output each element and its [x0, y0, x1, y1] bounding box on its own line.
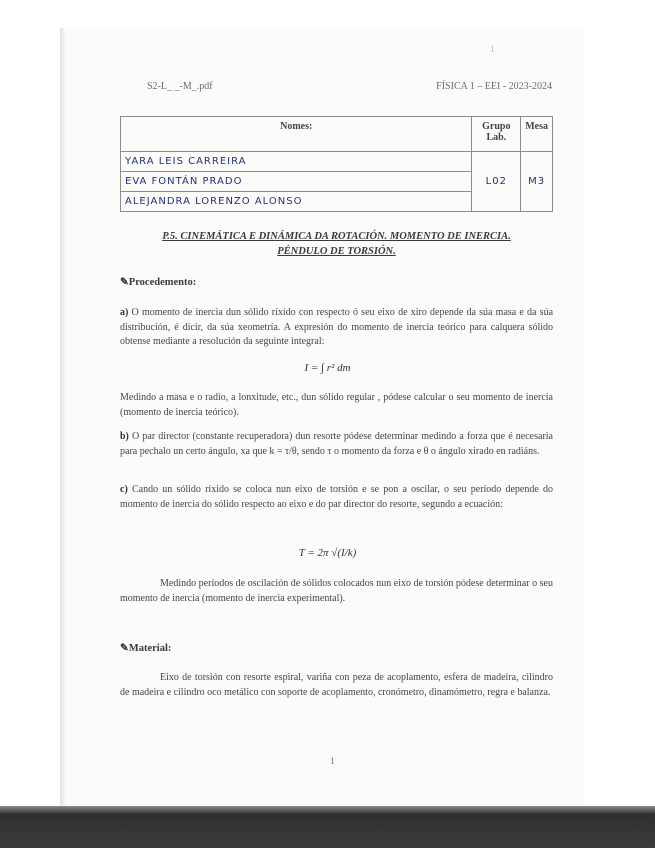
label-a: a) — [120, 307, 129, 318]
names-table — [120, 116, 553, 212]
material-text: Eixo de torsión con resorte espiral, variña con peza de acoplamento, esfera de madeira, cilindro de madeira e cilindro oco metálico con soporte de acoplamento, cronómetro, dinamómetro, regra e balanza. — [120, 672, 553, 698]
scan-bottom-edge — [0, 806, 655, 848]
practice-title — [120, 229, 553, 259]
page-number: 1 — [330, 756, 335, 766]
scan-shadow — [60, 28, 66, 820]
student-name-1: YARA LEIS CARREIRA — [121, 152, 472, 172]
column-grupo: Grupo Lab. — [472, 117, 521, 152]
student-name-3: ALEJANDRA LORENZO ALONSO — [121, 192, 472, 212]
text-a: O momento de inercia dun sólido ríxido con respecto ó seu eixo de xiro depende da súa masa e da súa distribución, é dicir, da súa xeometría. A expresión do momento de inercia teórico para calquera sólido obtense mediante a resolución da seguinte integral: — [120, 307, 554, 347]
material-heading: ✎Material: — [120, 643, 172, 654]
paragraph-c-after: Medindo períodos de oscilación de sólidos colocados nun eixo de torsión pódese determinar o seu momento de inercia (momento de inercia experimental). — [120, 578, 553, 604]
paragraph-a-after: Medindo a masa e o radio, a lonxitude, etc., dun sólido regular , pódese calcular o seu momento de inercia (momento de inercia teórico). — [120, 392, 553, 418]
label-b: b) — [120, 431, 129, 442]
mesa-value: M3 — [521, 152, 553, 212]
grupo-value: L02 — [472, 152, 521, 212]
header-course: FÍSICA 1 – EEI - 2023-2024 — [436, 81, 552, 92]
formula-period: T = 2π √(I/k) — [298, 547, 357, 559]
paragraph-c — [120, 483, 553, 512]
title-line-1: P.5. CINEMÁTICA E DINÁMICA DA ROTACIÓN. MOMENTO DE INERCIA. — [162, 231, 511, 242]
text-b: O par director (constante recuperadora) dun resorte pódese determinar medindo a forza que é necesaria para pechalo un certo ángulo, xa que k = τ/θ, sendo τ o momento da forza e θ o ángulo xirado en radiáns. — [120, 431, 553, 457]
student-name-2: EVA FONTÁN PRADO — [121, 172, 472, 192]
label-c: c) — [120, 484, 128, 495]
title-line-2: PÉNDULO DE TORSIÓN. — [277, 246, 396, 257]
procedemento-heading: ✎Procedemento: — [120, 277, 197, 288]
paragraph-a — [120, 306, 553, 350]
column-nomes: Nomes: — [121, 117, 472, 152]
formula-inertia: I = ∫ r² dm — [304, 362, 351, 374]
page-mark: 1 — [490, 44, 495, 54]
header-filename: S2-L_ _-M_.pdf — [147, 81, 213, 92]
column-mesa: Mesa — [521, 117, 553, 152]
text-c: Cando un sólido ríxido se coloca nun eixo de torsión e se pon a oscilar, o seu período depende do momento de inercia do sólido respecto ao eixo e do par director do resorte, segundo a ecuación: — [120, 484, 553, 510]
paragraph-b — [120, 430, 553, 459]
